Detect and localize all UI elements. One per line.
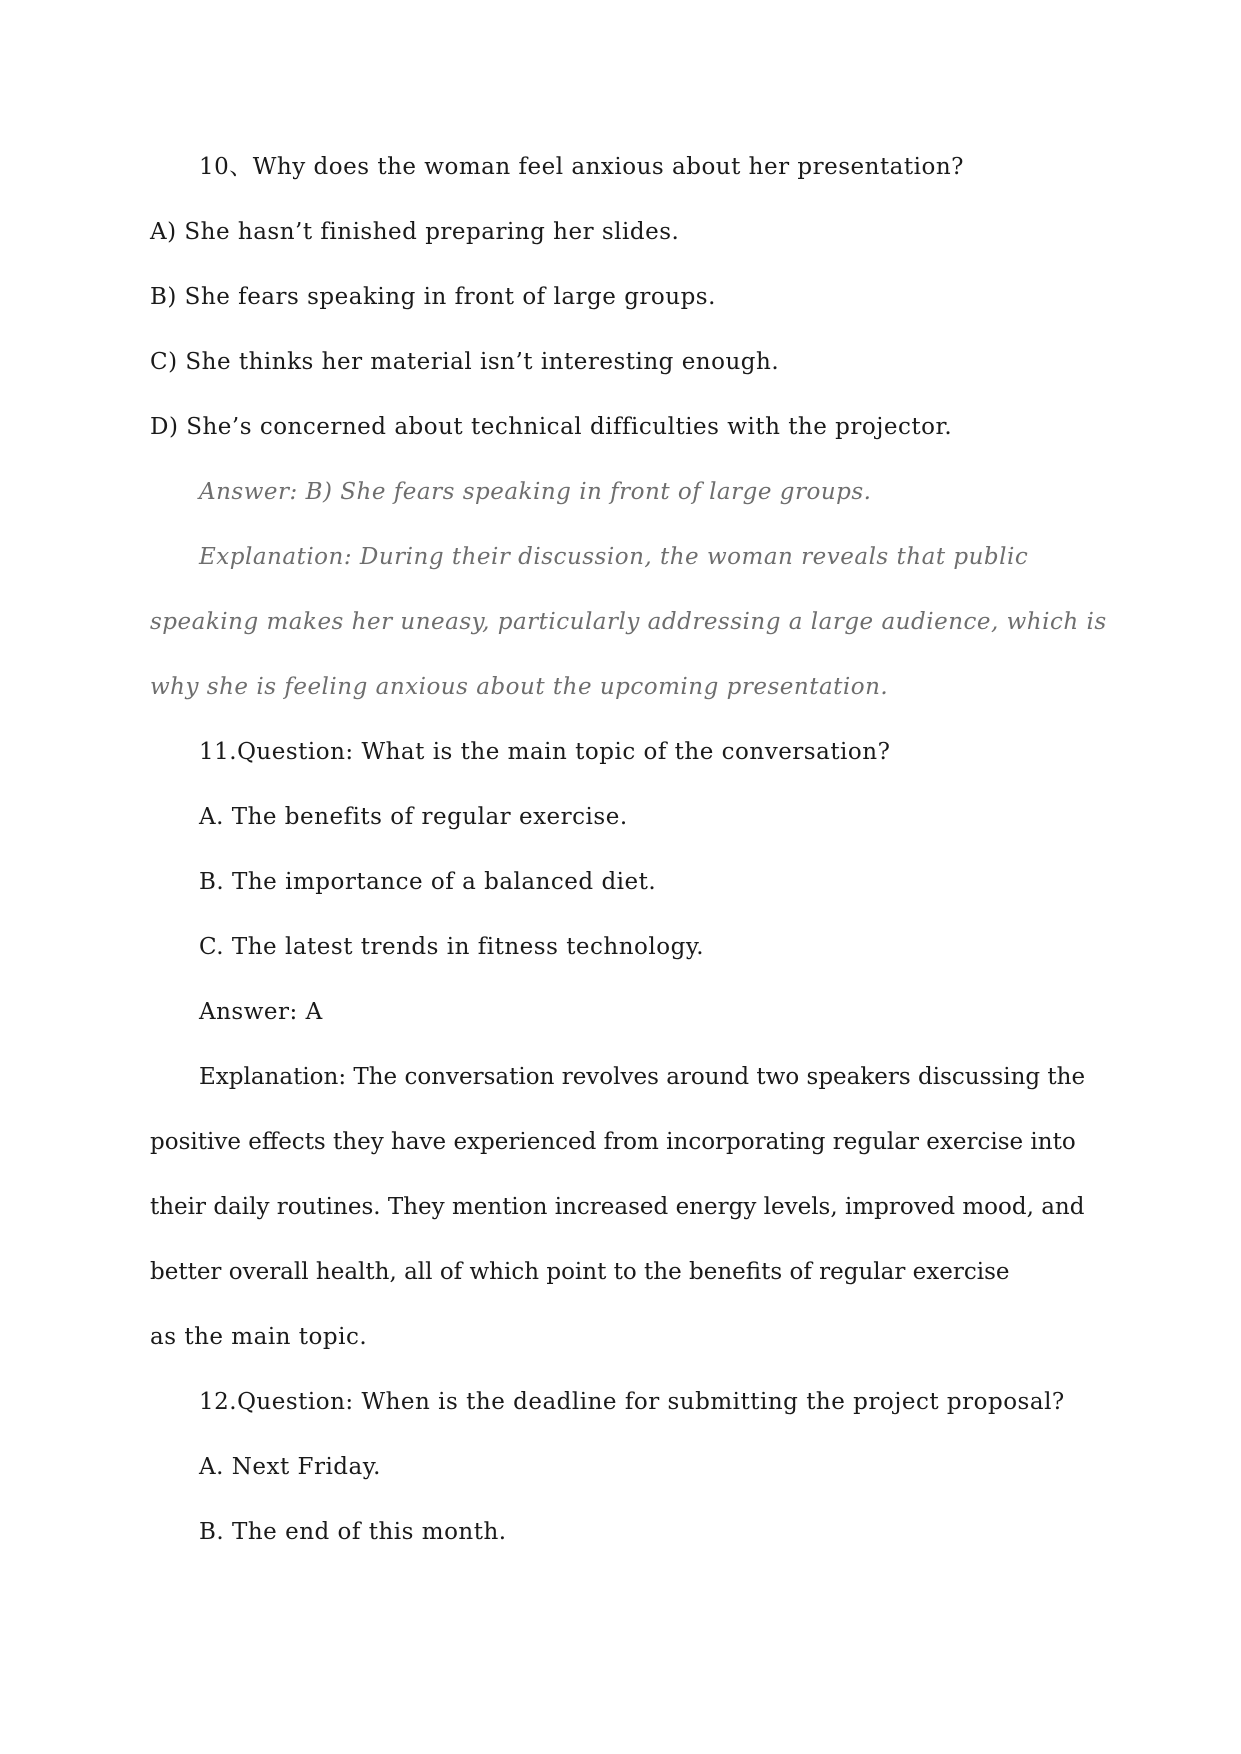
q12-option-a: A. Next Friday.: [199, 1454, 381, 1480]
q10-option-d: D) She’s concerned about technical difficulties with the projector.: [150, 414, 953, 440]
q11-explanation-line-1: Explanation: The conversation revolves around two speakers discussing the: [199, 1064, 1086, 1090]
q10-option-a: A) She hasn’t finished preparing her slides.: [150, 219, 680, 245]
q10-explanation-line-1: Explanation: During their discussion, the woman reveals that public: [199, 544, 1029, 570]
q11-explanation-line-5: as the main topic.: [150, 1324, 368, 1350]
q11-option-a: A. The benefits of regular exercise.: [199, 804, 628, 830]
q11-answer: Answer: A: [199, 999, 323, 1025]
q10-answer: Answer: B) She fears speaking in front of large groups.: [199, 479, 872, 505]
q11-explanation-line-2: positive effects they have experienced from incorporating regular exercise into: [150, 1129, 1076, 1155]
q11-explanation-line-3: their daily routines. They mention increased energy levels, improved mood, and: [150, 1194, 1085, 1220]
q10-option-c: C) She thinks her material isn’t interesting enough.: [150, 349, 780, 375]
q10-explanation-line-2: speaking makes her uneasy, particularly addressing a large audience, which is: [150, 609, 1107, 635]
q11-stem: 11.Question: What is the main topic of the conversation?: [199, 739, 891, 765]
q12-stem: 12.Question: When is the deadline for submitting the project proposal?: [199, 1389, 1065, 1415]
q11-explanation-line-4: better overall health, all of which point to the benefits of regular exercise: [150, 1259, 1010, 1285]
q11-option-b: B. The importance of a balanced diet.: [199, 869, 657, 895]
q10-option-b: B) She fears speaking in front of large groups.: [150, 284, 716, 310]
q12-option-b: B. The end of this month.: [199, 1519, 507, 1545]
q11-option-c: C. The latest trends in fitness technology.: [199, 934, 705, 960]
q10-stem: 10、Why does the woman feel anxious about her presentation?: [199, 154, 964, 180]
q10-explanation-line-3: why she is feeling anxious about the upcoming presentation.: [150, 674, 889, 700]
